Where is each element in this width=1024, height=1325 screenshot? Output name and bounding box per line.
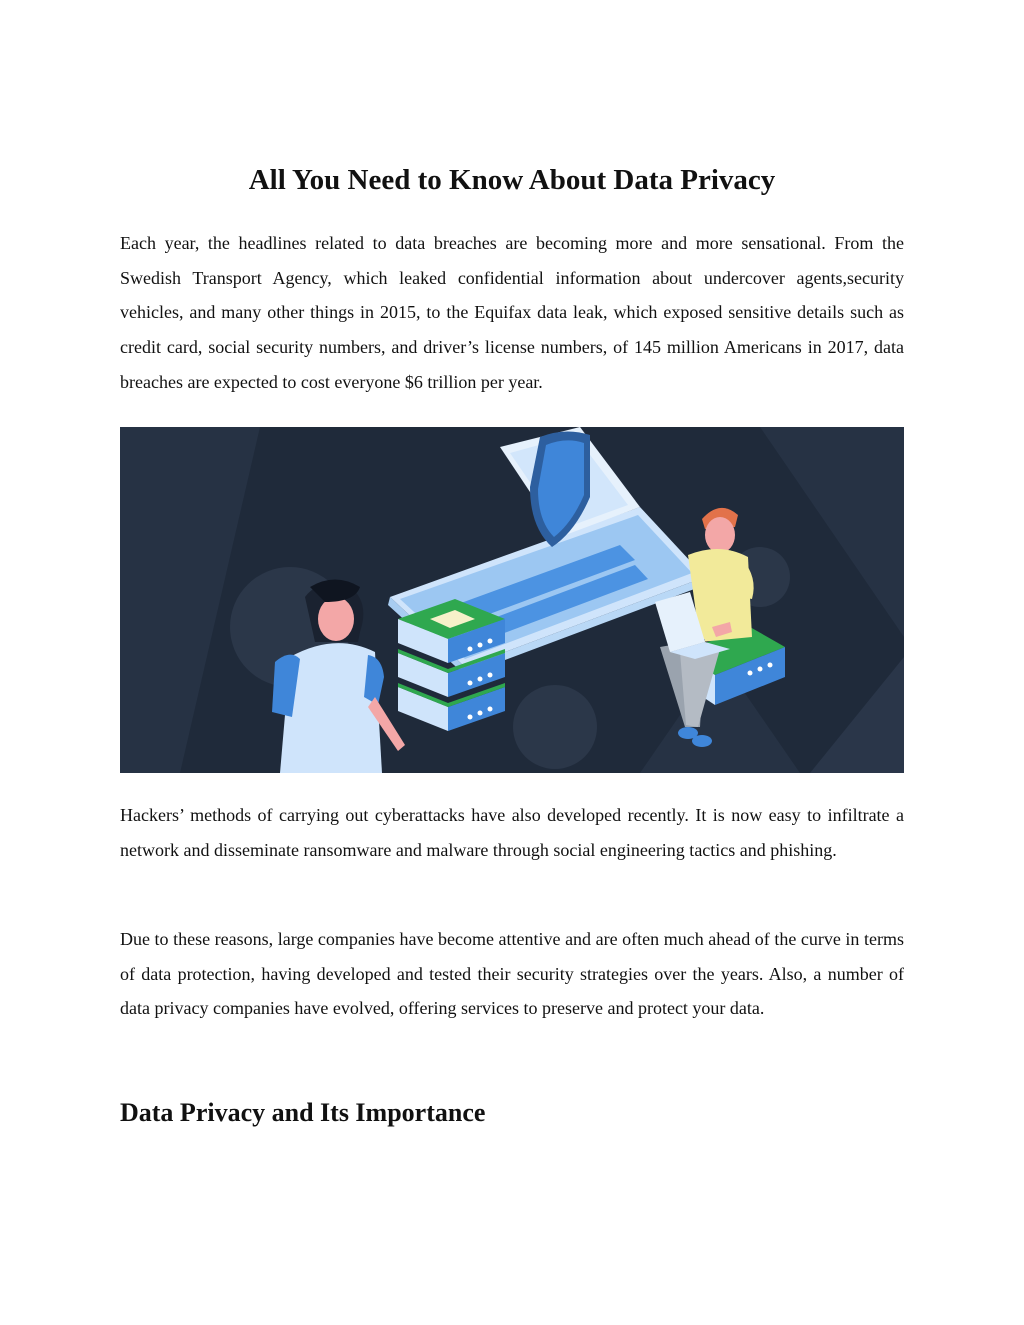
companies-paragraph: Due to these reasons, large companies have become attentive and are often much ahead of the curve in terms of data protection, having developed and tested their security strategies over the years. Also, a number of data privacy companies have evolved, offering services to preserve and protect your data. xyxy=(120,929,904,1019)
hackers-paragraph: Hackers’ methods of carrying out cyberattacks have also developed recently. It is now easy to infiltrate a network and disseminate ransomware and malware through social engineering tactics and phishing. xyxy=(120,805,904,860)
section-heading: Data Privacy and Its Importance xyxy=(120,1098,486,1127)
page-title: All You Need to Know About Data Privacy xyxy=(248,164,776,196)
data-privacy-illustration xyxy=(120,427,904,773)
intro-paragraph: Each year, the headlines related to data breaches are becoming more and more sensational. From the Swedish Transport Agency, which leaked confidential information about undercover agents,security vehicles, and many other things in 2015, to the Equifax data leak, which exposed sensitive details such as credit card, social security numbers, and driver’s license numbers, of 145 million Americans in 2017, data breaches are expected to cost everyone $6 trillion per year. xyxy=(120,233,904,392)
